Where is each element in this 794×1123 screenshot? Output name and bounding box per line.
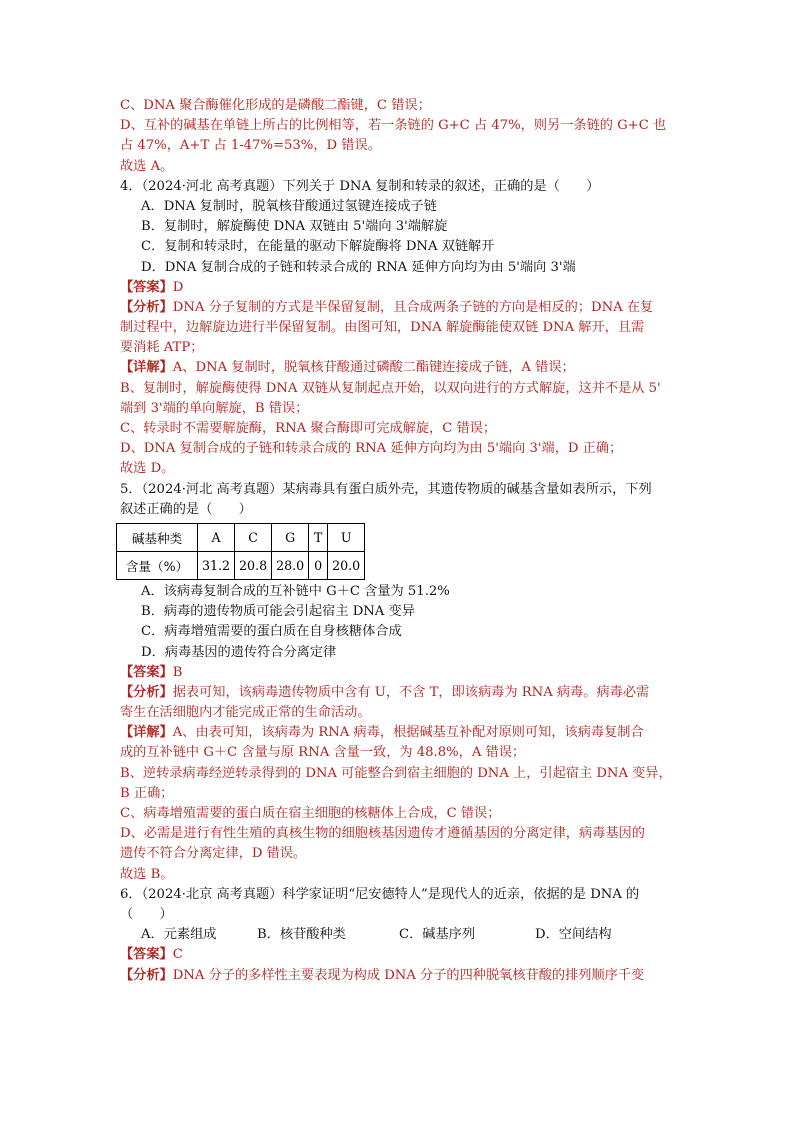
q6-option-a: A．元素组成 (141, 927, 217, 943)
q4-detail-line1 (120, 358, 680, 378)
q4-answer (120, 278, 680, 298)
q5-stem-line2: 叙述正确的是（ ） (120, 501, 252, 517)
answer-tag: 【答案】 (120, 279, 173, 295)
q5-option-d: D．病毒基因的遗传符合分离定律 (141, 644, 337, 660)
q5-detail-line7: 遗传不符合分离定律，D 错误。 (120, 846, 307, 862)
prev-select: 故选 A。 (120, 158, 174, 174)
q6-options (120, 925, 680, 945)
analysis-tag: 【分析】 (120, 299, 173, 315)
q5-option-a: A．该病毒复制合成的互补链中 G＋C 含量为 51.2% (141, 583, 450, 599)
q6-answer-value: C (172, 947, 183, 963)
q6-option-c: C．碱基序列 (399, 927, 476, 943)
q6-stem-line2: （ ） (120, 906, 173, 922)
q5-stem-line1: 5．（2024·河北 高考真题）某病毒具有蛋白质外壳，其遗传物质的碱基含量如表所示，下列 (120, 481, 652, 497)
table-row (117, 523, 365, 551)
table-header-cell: G (272, 523, 309, 551)
analysis-tag: 【分析】 (120, 967, 173, 983)
q4-option-c: C．复制和转录时，在能量的驱动下解旋酶将 DNA 双链解开 (141, 239, 495, 255)
table-header-cell: U (328, 523, 365, 551)
table-header-cell: T (309, 523, 328, 551)
q5-option-b: B．病毒的遗传物质可能会引起宿主 DNA 变异 (141, 604, 415, 620)
q6-stem-line1: 6．（2024·北京 高考真题）科学家证明“尼安德特人”是现代人的近亲，依据的是 DNA 的 (120, 886, 640, 902)
table-row (117, 551, 365, 579)
table-cell: 28.0 (272, 551, 309, 579)
document-page (120, 96, 680, 986)
answer-tag: 【答案】 (120, 947, 173, 963)
q4-option-d: D．DNA 复制合成的子链和转录合成的 RNA 延伸方向均为由 5'端向 3'端 (141, 259, 576, 275)
q5-select: 故选 B。 (120, 866, 174, 882)
q4-option-b: B．复制时，解旋酶使 DNA 双链由 5'端向 3'端解旋 (141, 219, 448, 235)
q5-detail-line6: D、必需是进行有性生殖的真核生物的细胞核基因遗传才遵循基因的分离定律，病毒基因的 (120, 826, 645, 842)
prev-option-c-explanation: C、DNA 聚合酶催化形成的是磷酸二酯键，C 错误； (120, 98, 431, 113)
q4-select: 故选 D。 (120, 461, 175, 477)
q5-detail-line2: 成的互补链中 G＋C 含量与原 RNA 含量一致，为 48.8%，A 错误； (120, 745, 526, 761)
q6-answer (120, 945, 680, 965)
prev-option-d-explanation-line2: 占 47%，A+T 占 1-47%=53%，D 错误。 (120, 138, 381, 154)
detail-tag: 【详解】 (120, 360, 173, 376)
table-cell: 含量（%） (117, 551, 198, 579)
q4-detail-text: A、DNA 复制时，脱氧核苷酸通过磷酸二酯键连接成子链，A 错误； (172, 360, 575, 376)
q6-analysis-line1 (120, 966, 680, 986)
q5-analysis-line1 (120, 683, 680, 703)
prev-option-d-explanation-line1: D、互补的碱基在单链上所占的比例相等，若一条链的 G+C 占 47%，则另一条链的 G+C 也 (120, 118, 667, 134)
q5-answer-value: B (172, 664, 183, 680)
q5-detail-line4: B 正确； (120, 785, 174, 801)
table-cell: 0 (309, 551, 328, 579)
q4-stem: 4．（2024·河北 高考真题）下列关于 DNA 复制和转录的叙述，正确的是（ ） (120, 178, 600, 194)
q4-detail-line2: B、复制时，解旋酶使得 DNA 双链从复制起点开始，以双向进行的方式解旋，这并不是从 5' (120, 380, 661, 396)
q5-detail-line5: C、病毒增殖需要的蛋白质在宿主细胞的核糖体上合成，C 错误； (120, 806, 501, 821)
analysis-tag: 【分析】 (120, 684, 173, 700)
detail-tag: 【详解】 (120, 725, 173, 741)
table-header-cell: 碱基种类 (117, 523, 198, 551)
q4-analysis-text: DNA 分子复制的方式是半保留复制，且合成两条子链的方向是相反的；DNA 在复 (172, 299, 654, 315)
q6-analysis-text: DNA 分子的多样性主要表现为构成 DNA 分子的四种脱氧核苷酸的排列顺序千变 (172, 967, 645, 983)
answer-tag: 【答案】 (120, 664, 173, 680)
q4-answer-value: D (172, 279, 184, 295)
base-content-table (116, 523, 365, 580)
table-cell: 20.0 (328, 551, 365, 579)
q4-analysis-line3: 要消耗 ATP； (120, 340, 204, 356)
q5-detail-text: A、由表可知，该病毒为 RNA 病毒，根据碱基互补配对原则可知，该病毒复制合 (172, 725, 644, 741)
q4-detail-line3: 端到 3'端的单向解旋，B 错误； (120, 400, 309, 416)
q5-analysis-line2: 寄生在活细胞内才能完成正常的生命活动。 (120, 705, 371, 721)
q5-detail-line1 (120, 723, 680, 743)
table-cell: 20.8 (235, 551, 272, 579)
table-cell: 31.2 (198, 551, 235, 579)
table-header-cell: A (198, 523, 235, 551)
q4-analysis-line2: 制过程中，边解旋边进行半保留复制。由图可知，DNA 解旋酶能使双链 DNA 解开，且需 (120, 320, 645, 336)
q5-option-c: C．病毒增殖需要的蛋白质在自身核糖体合成 (141, 624, 402, 640)
q4-analysis-line1 (120, 298, 680, 318)
q5-analysis-text: 据表可知，该病毒遗传物质中含有 U，不含 T，即该病毒为 RNA 病毒。病毒必需 (172, 684, 650, 700)
q4-detail-line5: D、DNA 复制合成的子链和转录合成的 RNA 延伸方向均为由 5'端向 3'端，D 正确； (120, 441, 623, 457)
table-header-cell: C (235, 523, 272, 551)
q6-option-b: B．核苷酸种类 (257, 927, 346, 943)
q5-answer (120, 663, 680, 683)
q4-option-a: A．DNA 复制时，脱氧核苷酸通过氢键连接成子链 (141, 198, 437, 214)
q6-option-d: D．空间结构 (535, 927, 612, 943)
q5-detail-line3: B、逆转录病毒经逆转录得到的 DNA 可能整合到宿主细胞的 DNA 上，引起宿主 DNA 变异， (120, 765, 672, 781)
q4-detail-line4: C、转录时不需要解旋酶，RNA 聚合酶即可完成解旋，C 错误； (120, 421, 497, 436)
